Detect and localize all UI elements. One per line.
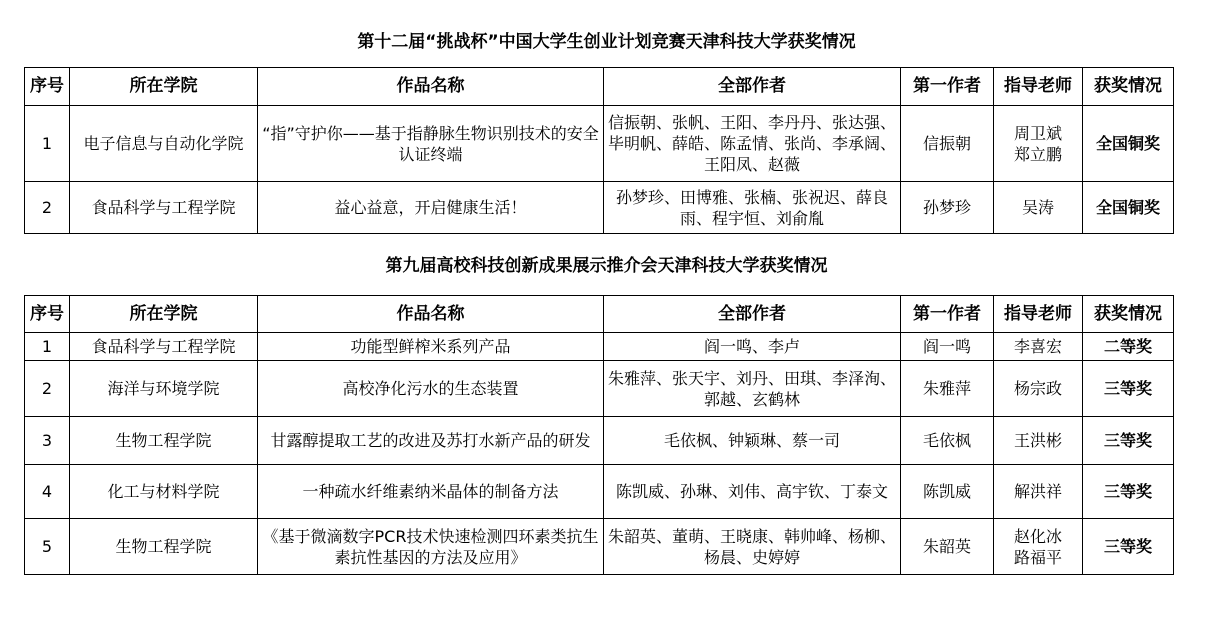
table-header-row	[25, 68, 1174, 106]
header-no: 序号	[25, 68, 70, 106]
table-row	[25, 106, 1174, 182]
cell-award: 三等奖	[1083, 519, 1174, 575]
table-row	[25, 361, 1174, 417]
cell-first-author: 毛依枫	[901, 417, 994, 465]
cell-no: 2	[25, 182, 70, 234]
cell-college: 生物工程学院	[70, 417, 258, 465]
cell-first-author: 朱雅萍	[901, 361, 994, 417]
cell-first-author: 朱韶英	[901, 519, 994, 575]
table-row	[25, 465, 1174, 519]
cell-teacher: 周卫斌 郑立鹏	[994, 106, 1083, 182]
header-award: 获奖情况	[1083, 296, 1174, 333]
cell-no: 5	[25, 519, 70, 575]
table-header-row	[25, 296, 1174, 333]
cell-award: 三等奖	[1083, 417, 1174, 465]
cell-teacher: 杨宗政	[994, 361, 1083, 417]
cell-teacher: 赵化冰 路福平	[994, 519, 1083, 575]
header-authors: 全部作者	[604, 68, 901, 106]
cell-no: 1	[25, 106, 70, 182]
header-teacher: 指导老师	[994, 68, 1083, 106]
cell-authors: 毛依枫、钟颖琳、蔡一司	[604, 417, 901, 465]
cell-authors: 阎一鸣、李卢	[604, 333, 901, 361]
cell-no: 3	[25, 417, 70, 465]
header-authors: 全部作者	[604, 296, 901, 333]
header-work: 作品名称	[258, 296, 604, 333]
table-row	[25, 333, 1174, 361]
cell-college: 海洋与环境学院	[70, 361, 258, 417]
section1-title: 第十二届“挑战杯”中国大学生创业计划竞赛天津科技大学获奖情况	[357, 32, 856, 52]
cell-authors: 信振朝、张帆、王阳、李丹丹、张达强、毕明帆、薛皓、陈孟情、张尚、李承阔、王阳凤、赵薇	[604, 106, 901, 182]
header-no: 序号	[25, 296, 70, 333]
cell-no: 1	[25, 333, 70, 361]
cell-college: 化工与材料学院	[70, 465, 258, 519]
cell-work: “指”守护你——基于指静脉生物识别技术的安全认证终端	[258, 106, 604, 182]
cell-award: 三等奖	[1083, 465, 1174, 519]
cell-teacher: 吴涛	[994, 182, 1083, 234]
header-first-author: 第一作者	[901, 68, 994, 106]
cell-work: 益心益意，开启健康生活！	[258, 182, 604, 234]
cell-first-author: 阎一鸣	[901, 333, 994, 361]
cell-no: 2	[25, 361, 70, 417]
header-college: 所在学院	[70, 296, 258, 333]
cell-work: 《基于微滴数字PCR技术快速检测四环素类抗生素抗性基因的方法及应用》	[258, 519, 604, 575]
awards-table-1	[24, 67, 1174, 234]
table-row	[25, 519, 1174, 575]
section2-title: 第九届高校科技创新成果展示推介会天津科技大学获奖情况	[385, 256, 828, 276]
header-first-author: 第一作者	[901, 296, 994, 333]
cell-work: 功能型鲜榨米系列产品	[258, 333, 604, 361]
cell-teacher: 解洪祥	[994, 465, 1083, 519]
cell-first-author: 孙梦珍	[901, 182, 994, 234]
header-college: 所在学院	[70, 68, 258, 106]
cell-award: 二等奖	[1083, 333, 1174, 361]
table-row	[25, 417, 1174, 465]
header-work: 作品名称	[258, 68, 604, 106]
table-row	[25, 182, 1174, 234]
cell-first-author: 信振朝	[901, 106, 994, 182]
header-teacher: 指导老师	[994, 296, 1083, 333]
awards-table-2	[24, 295, 1174, 575]
cell-authors: 朱韶英、董萌、王晓康、韩帅峰、杨柳、杨晨、史婷婷	[604, 519, 901, 575]
cell-authors: 朱雅萍、张天宇、刘丹、田琪、李泽洵、郭越、玄鹤林	[604, 361, 901, 417]
cell-authors: 孙梦珍、田博雅、张楠、张祝迟、薛良雨、程宇恒、刘俞胤	[604, 182, 901, 234]
cell-first-author: 陈凯威	[901, 465, 994, 519]
cell-no: 4	[25, 465, 70, 519]
cell-college: 生物工程学院	[70, 519, 258, 575]
cell-college: 食品科学与工程学院	[70, 333, 258, 361]
cell-work: 高校净化污水的生态装置	[258, 361, 604, 417]
header-award: 获奖情况	[1083, 68, 1174, 106]
cell-college: 电子信息与自动化学院	[70, 106, 258, 182]
cell-award: 全国铜奖	[1083, 106, 1174, 182]
cell-teacher: 李喜宏	[994, 333, 1083, 361]
cell-work: 甘露醇提取工艺的改进及苏打水新产品的研发	[258, 417, 604, 465]
cell-award: 三等奖	[1083, 361, 1174, 417]
cell-award: 全国铜奖	[1083, 182, 1174, 234]
cell-college: 食品科学与工程学院	[70, 182, 258, 234]
cell-work: 一种疏水纤维素纳米晶体的制备方法	[258, 465, 604, 519]
cell-authors: 陈凯威、孙琳、刘伟、高宇钦、丁泰文	[604, 465, 901, 519]
cell-teacher: 王洪彬	[994, 417, 1083, 465]
